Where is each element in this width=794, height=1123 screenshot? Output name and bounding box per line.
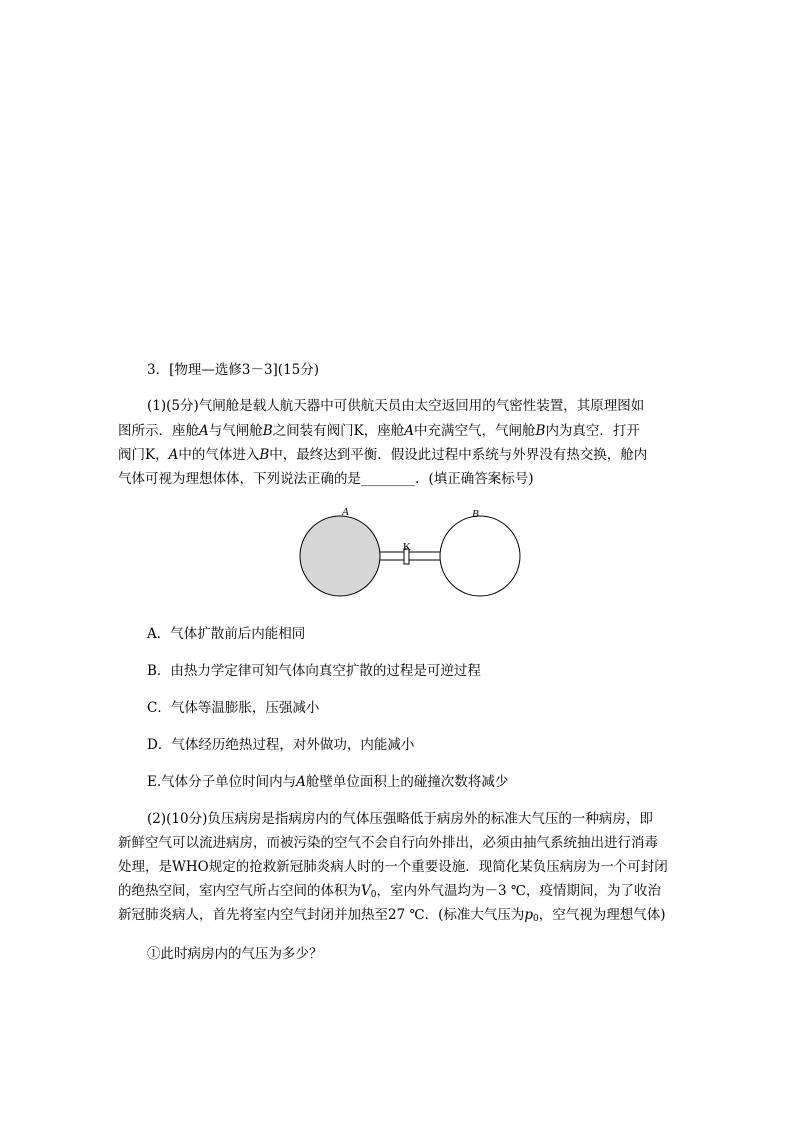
part2-line4: 的绝热空间，室内空气所占空间的体积为$V_0$，室内外气温均为－3 ℃，疫情期间，为了收治 (118, 883, 661, 900)
chamber-b (440, 516, 520, 596)
part1-line1: (1)(5分)气闸舱是载人航天器中可供航天员由太空返回用的气密性装置，其原理图如 (147, 398, 645, 414)
chamber-a (300, 516, 380, 596)
option-d: D．气体经历绝热过程，对外做功，内能减小 (147, 737, 415, 753)
part1-line2: 图所示．座舱A与气闸舱B之间装有阀门K，座舱A中充满空气，气闸舱B内为真空．打开 (118, 423, 640, 439)
sub-question-1: ①此时病房内的气压为多少？ (147, 946, 323, 962)
question-header: 3．[物理—选修3－3](15分) (147, 362, 320, 378)
part2-line5: 新冠肺炎病人，首先将室内空气封闭并加热至27 ℃．(标准大气压为$p_0$，空气视为理想气体) (118, 907, 666, 924)
option-a: A．气体扩散前后内能相同 (147, 626, 306, 642)
airlock-diagram (290, 503, 530, 608)
option-c: C．气体等温膨胀，压强减小 (147, 700, 320, 716)
option-e: E.气体分子单位时间内与A舱壁单位面积上的碰撞次数将减少 (147, 774, 509, 790)
part2-line2: 新鲜空气可以流进病房，而被污染的空气不会自行向外排出，必须由抽气系统抽出进行消毒 (118, 835, 658, 851)
part1-line3: 阀门K，A中的气体进入B中，最终达到平衡．假设此过程中系统与外界没有热交换，舱内 (118, 447, 648, 463)
label-k: K (403, 541, 411, 553)
part2-line3: 处理，是WHO规定的抢救新冠肺炎病人时的一个重要设施．现简化某负压病房为一个可封闭 (118, 859, 668, 875)
part1-line4: 气体可视为理想体体，下列说法正确的是________．(填正确答案标号) (118, 471, 534, 487)
part2-line1: (2)(10分)负压病房是指病房内的气体压强略低于病房外的标准大气压的一种病房，即 (147, 811, 653, 827)
label-b: B (472, 508, 479, 520)
option-b: B．由热力学定律可知气体向真空扩散的过程是可逆过程 (147, 663, 481, 679)
label-a: A (342, 506, 349, 518)
